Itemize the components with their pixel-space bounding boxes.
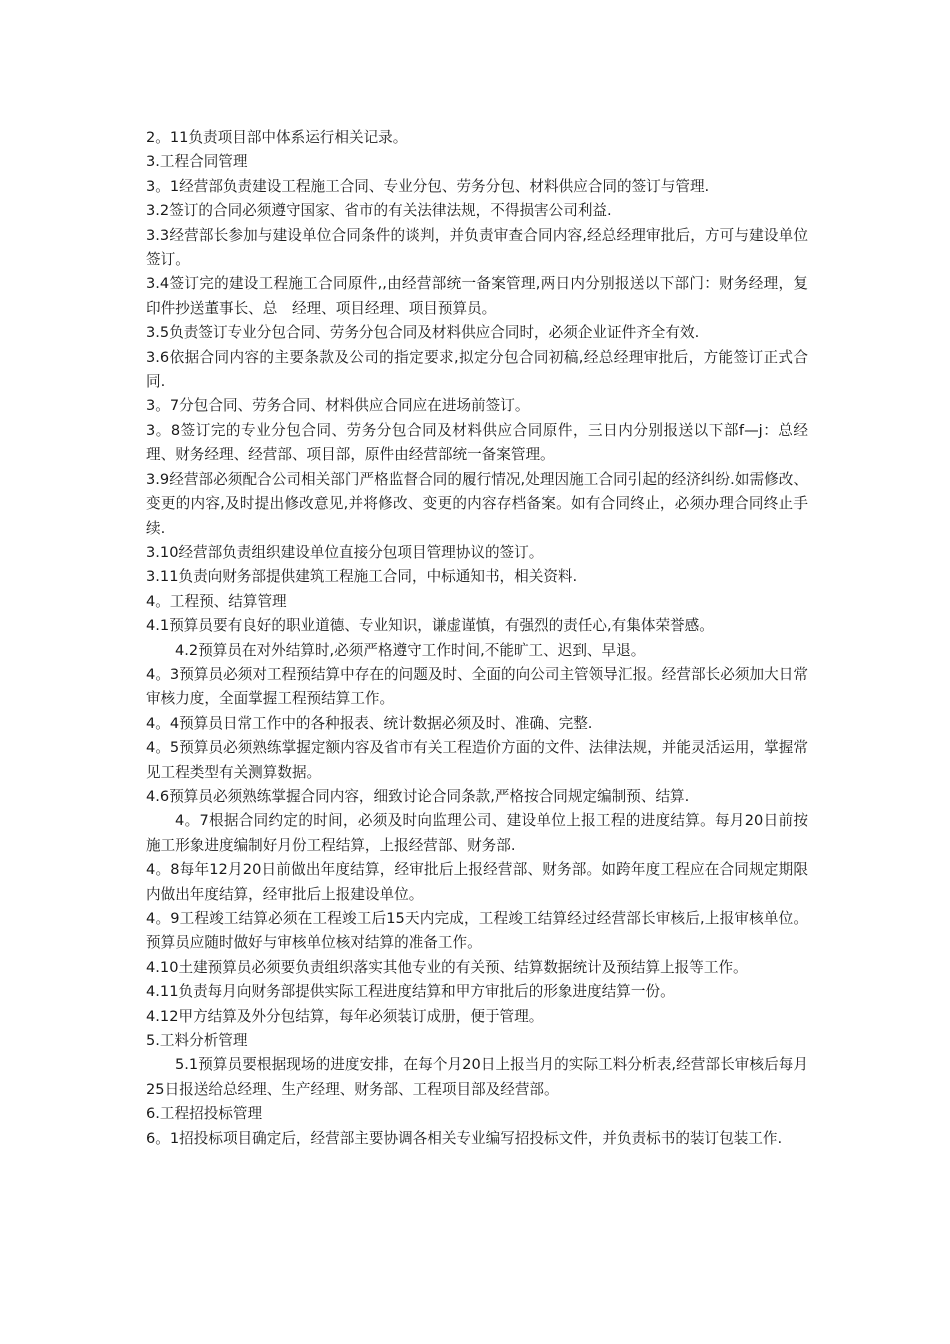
paragraph: 3.5负责签订专业分包合同、劳务分包合同及材料供应合同时，必须企业证件齐全有效. xyxy=(146,324,700,342)
paragraph: 3.2签订的合同必须遵守国家、省市的有关法律法规，不得损害公司利益. xyxy=(146,202,612,220)
paragraph: 4。4预算员日常工作中的各种报表、统计数据必须及时、准确、完整. xyxy=(146,714,593,732)
paragraph: 4。5预算员必须熟练掌握定额内容及省市有关工程造价方面的文件、法律法规，并能灵活运用，掌握常见工程类型有关测算数据。 xyxy=(146,739,808,781)
paragraph: 3。7分包合同、劳务合同、材料供应合同应在进场前签订。 xyxy=(146,397,530,415)
paragraph: 4。3预算员必须对工程预结算中存在的问题及时、全面的向公司主管领导汇报。经营部长必须加大日常审核力度，全面掌握工程预结算工作。 xyxy=(146,665,808,708)
paragraph: 4。8每年12月20日前做出年度结算，经审批后上报经营部、财务部。如跨年度工程应在合同规定期限内做出年度结算，经审批后上报建设单位。 xyxy=(146,861,808,903)
paragraph: 6.工程招投标管理 xyxy=(146,1105,263,1123)
paragraph: 4。9工程竣工结算必须在工程竣工后15天内完成，工程竣工结算经过经营部长审核后,上报审核单位。预算员应随时做好与审核单位核对结算的准备工作。 xyxy=(146,910,808,952)
paragraph: 4.1预算员要有良好的职业道德、专业知识，谦虚谨慎，有强烈的责任心,有集体荣誉感。 xyxy=(146,617,714,635)
paragraph: 3.工程合同管理 xyxy=(146,153,248,171)
paragraph: 3.3经营部长参加与建设单位合同条件的谈判，并负责审查合同内容,经总经理审批后，方可与建设单位签订。 xyxy=(146,226,808,269)
paragraph: 3.9经营部必须配合公司相关部门严格监督合同的履行情况,处理因施工合同引起的经济纠纷.如需修改、变更的内容,及时提出修改意见,并将修改、变更的内容存档备案。如有合同终止，必须办理合同终止手续. xyxy=(146,470,808,537)
paragraph: 3。1经营部负责建设工程施工合同、专业分包、劳务分包、材料供应合同的签订与管理. xyxy=(146,177,710,195)
paragraph: 6。1招投标项目确定后，经营部主要协调各相关专业编写招投标文件，并负责标书的装订包装工作. xyxy=(146,1129,783,1147)
paragraph: 4.2预算员在对外结算时,必须严格遵守工作时间,不能旷工、迟到、早退。 xyxy=(175,641,646,659)
paragraph: 2。11负责项目部中体系运行相关记录。 xyxy=(146,129,408,146)
paragraph: 5.工料分析管理 xyxy=(146,1032,248,1050)
paragraph: 4.11负责每月向财务部提供实际工程进度结算和甲方审批后的形象进度结算一份。 xyxy=(146,983,675,1001)
paragraph: 3.6依据合同内容的主要条款及公司的指定要求,拟定分包合同初稿,经总经理审批后，方能签订正式合同. xyxy=(146,348,808,391)
paragraph: 4.6预算员必须熟练掌握合同内容，细致讨论合同条款,严格按合同规定编制预、结算. xyxy=(146,787,690,805)
paragraph: 3.11负责向财务部提供建筑工程施工合同，中标通知书，相关资料. xyxy=(146,568,578,586)
paragraph: 3。8签订完的专业分包合同、劳务分包合同及材料供应合同原件，三日内分别报送以下部f—j：总经理、财务经理、经营部、项目部，原件由经营部统一备案管理。 xyxy=(146,421,808,464)
paragraph: 4.12甲方结算及外分包结算，每年必须装订成册，便于管理。 xyxy=(146,1007,544,1025)
paragraph: 3.4签订完的建设工程施工合同原件,,由经营部统一备案管理,两日内分别报送以下部门：财务经理，复印件抄送董事长、总 经理、项目经理、项目预算员。 xyxy=(146,275,808,317)
paragraph: 4。7根据合同约定的时间，必须及时向监理公司、建设单位上报工程的进度结算。每月20日前按施工形象进度编制好月份工程结算，上报经营部、财务部. xyxy=(146,812,808,854)
document-body xyxy=(146,126,808,1151)
paragraph: 5.1预算员要根据现场的进度安排，在每个月20日上报当月的实际工料分析表,经营部长审核后每月25日报送给总经理、生产经理、财务部、工程项目部及经营部。 xyxy=(146,1056,808,1098)
paragraph: 3.10经营部负责组织建设单位直接分包项目管理协议的签订。 xyxy=(146,543,544,561)
paragraph: 4.10土建预算员必须要负责组织落实其他专业的有关预、结算数据统计及预结算上报等工作。 xyxy=(146,958,748,976)
paragraph: 4。工程预、结算管理 xyxy=(146,592,287,610)
